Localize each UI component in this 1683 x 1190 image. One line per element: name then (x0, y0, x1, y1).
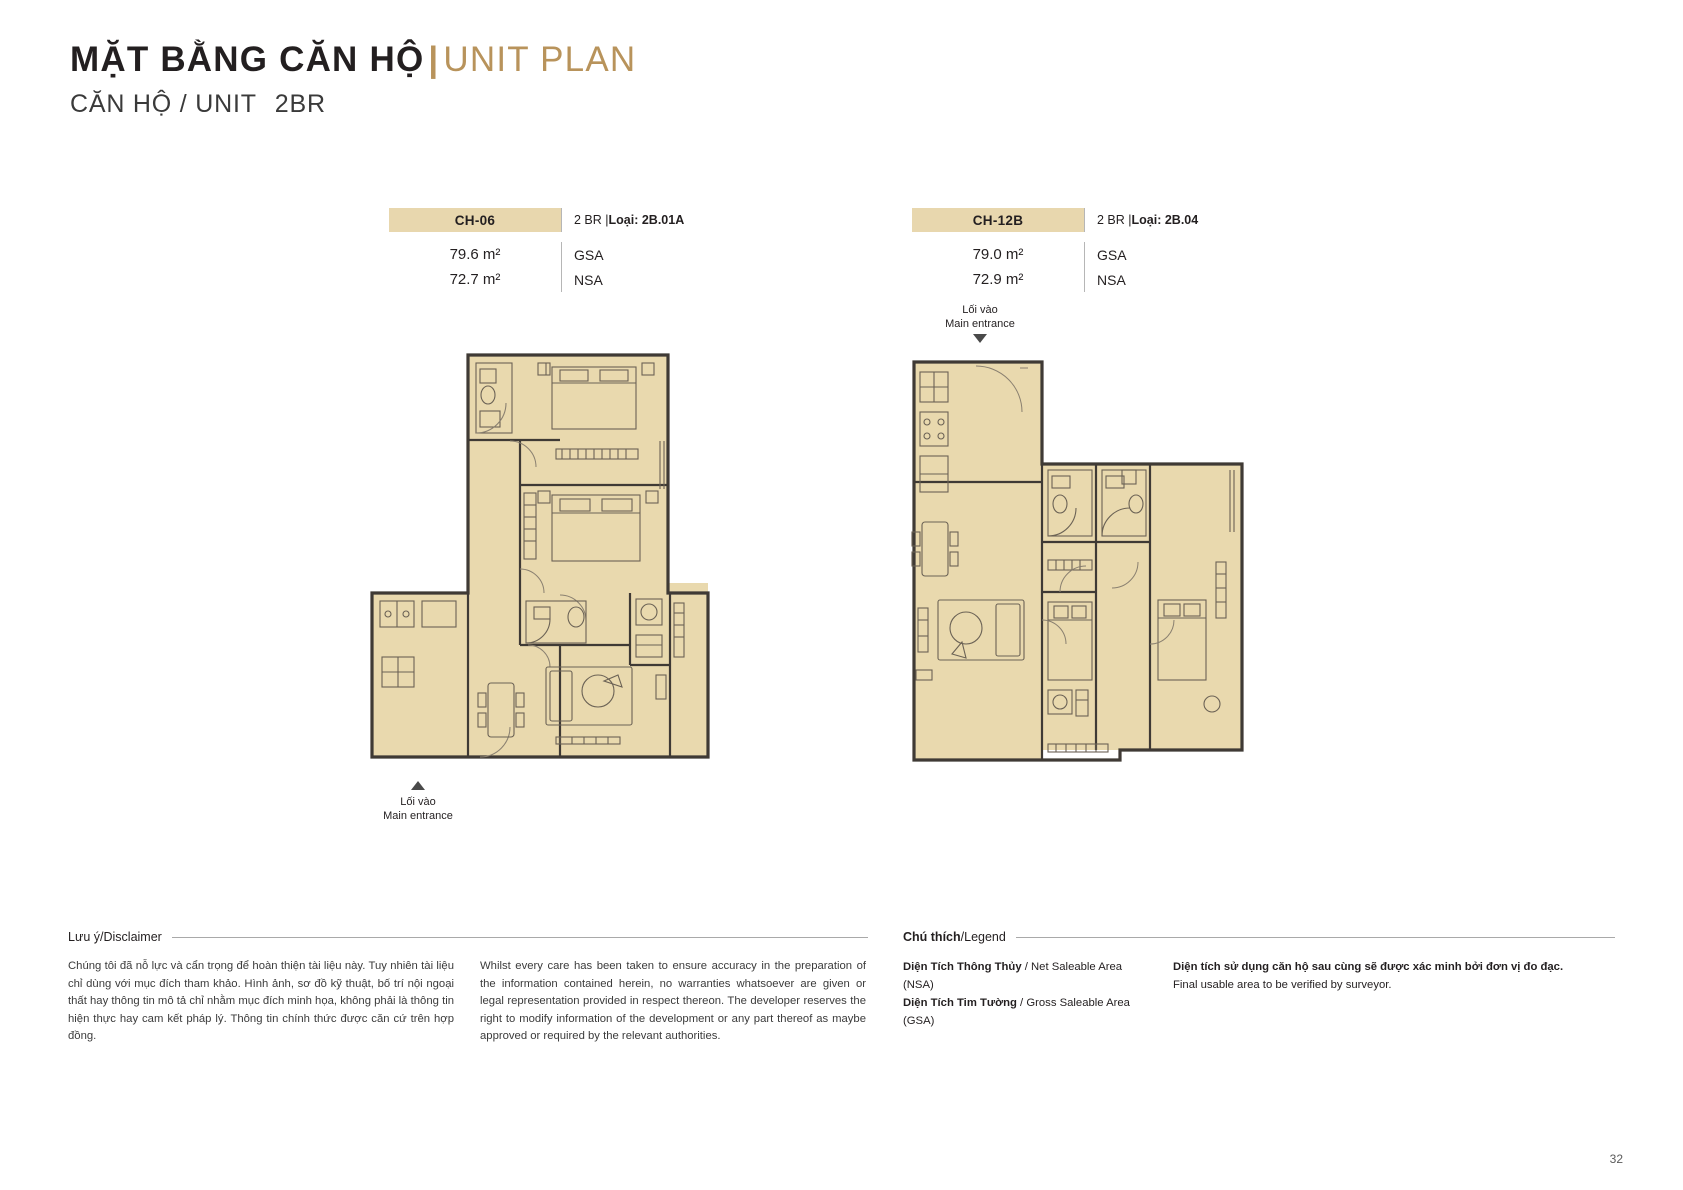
unit-type-label (561, 208, 719, 232)
unit-type-suffix: Loại: 2B.01A (608, 213, 685, 227)
unit-header-row (912, 208, 1242, 232)
unit-area-row (912, 267, 1242, 292)
heading-rule (1016, 937, 1615, 938)
legend-body (903, 958, 1615, 1030)
entrance-marker-ch12b (920, 303, 1040, 343)
unit-info-ch12b (912, 208, 1242, 292)
unit-area-value: 79.0 m² (972, 246, 1024, 263)
page-subtitle (70, 90, 636, 119)
legend-item (903, 994, 1153, 1030)
unit-area-value: 72.9 m² (972, 271, 1024, 288)
page-title-vn: MẶT BẰNG CĂN HỘ (70, 40, 425, 79)
unit-header-row (389, 208, 719, 232)
disclaimer-heading-sep: / (100, 930, 104, 944)
disclaimer-text-vn: Chúng tôi đã nỗ lực và cẩn trọng để hoàn thiện tài liệu này. Tuy nhiên tài liệu chỉ dùng với mục đích tham khảo. Hình ảnh, sơ đồ kỹ thuật, bố trí nội ngoại thất hay thông tin mô tả chỉ nhằm mục đích minh họa, không phải là thông tin hiện thực hay cam kết pháp lý. Thông tin chính thức được căn cứ trên hợp đồng. (68, 960, 454, 1042)
unit-area-row (389, 242, 719, 267)
disclaimer-heading (68, 930, 868, 944)
unit-area-value: 79.6 m² (449, 246, 501, 263)
legend-term-vn: Diện Tích Tim Tường (903, 997, 1017, 1010)
entrance-arrow-icon (973, 334, 987, 343)
disclaimer-heading-vn: Lưu ý (68, 930, 100, 944)
legend-term-vn: Diện Tích Thông Thủy (903, 961, 1022, 973)
unit-area-rows (389, 242, 719, 292)
unit-area-label: GSA (561, 242, 719, 267)
page-subtitle-value: 2BR (274, 90, 326, 118)
unit-type-prefix: 2 BR | (1097, 213, 1132, 227)
disclaimer-section (68, 930, 868, 1046)
legend-note-en: Final usable area to be verified by surveyor. (1173, 979, 1392, 992)
legend-term-en: / Net Saleable Area (NSA) (903, 961, 1123, 992)
page-header (70, 40, 636, 119)
unit-area-rows (912, 242, 1242, 292)
floorplan-ch06 (360, 345, 720, 780)
unit-area-label: NSA (561, 267, 719, 292)
floorplan-ch12b (900, 352, 1260, 777)
unit-code-badge: CH-12B (912, 208, 1084, 232)
disclaimer-text-en: Whilst every care has been taken to ensure accuracy in the preparation of the information contained herein, no warranties whatsoever are given or legal representation provided in respect thereon. The developer reserves the right to modify information of the development or any part thereof as maybe approved or required by the relevant authorities. (480, 960, 866, 1042)
entrance-label-en: Main entrance (383, 810, 453, 823)
page-number: 32 (1609, 1152, 1623, 1166)
entrance-label-en: Main entrance (945, 318, 1015, 331)
legend-terms (903, 958, 1153, 1030)
page-title-separator: | (428, 40, 440, 79)
unit-type-prefix: 2 BR | (574, 213, 609, 227)
entrance-label-vn: Lối vào (400, 796, 436, 808)
disclaimer-heading-en: Disclaimer (103, 930, 162, 944)
unit-area-label: NSA (1084, 267, 1242, 292)
legend-heading-en: Legend (964, 930, 1006, 944)
disclaimer-body (68, 958, 868, 1046)
entrance-label-vn: Lối vào (962, 304, 998, 316)
legend-item (903, 958, 1153, 994)
entrance-arrow-icon-ch06 (411, 781, 425, 790)
legend-heading-sep: / (960, 930, 965, 944)
unit-area-row (389, 267, 719, 292)
heading-rule (172, 937, 868, 938)
unit-area-row (912, 242, 1242, 267)
unit-area-value: 72.7 m² (449, 271, 501, 288)
floorplan-ch06-geometry (372, 355, 708, 757)
page-title (70, 40, 636, 80)
page-subtitle-label: CĂN HỘ / UNIT (70, 90, 257, 118)
page-title-en: UNIT PLAN (443, 40, 637, 79)
legend-section (903, 930, 1615, 1030)
unit-type-suffix: Loại: 2B.04 (1131, 213, 1199, 227)
legend-note-vn: Diện tích sử dụng căn hộ sau cùng sẽ được xác minh bởi đơn vị đo đạc. (1173, 961, 1564, 973)
unit-code-badge: CH-06 (389, 208, 561, 232)
floorplan-ch12b-geometry (912, 362, 1242, 760)
legend-term-en: / Gross Saleable Area (GSA) (903, 997, 1130, 1028)
unit-info-ch06 (389, 208, 719, 292)
unit-area-label: GSA (1084, 242, 1242, 267)
entrance-marker-ch06 (358, 795, 478, 824)
legend-heading-vn: Chú thích (903, 930, 961, 944)
legend-note (1173, 958, 1593, 1030)
legend-heading (903, 930, 1615, 944)
unit-type-label (1084, 208, 1242, 232)
